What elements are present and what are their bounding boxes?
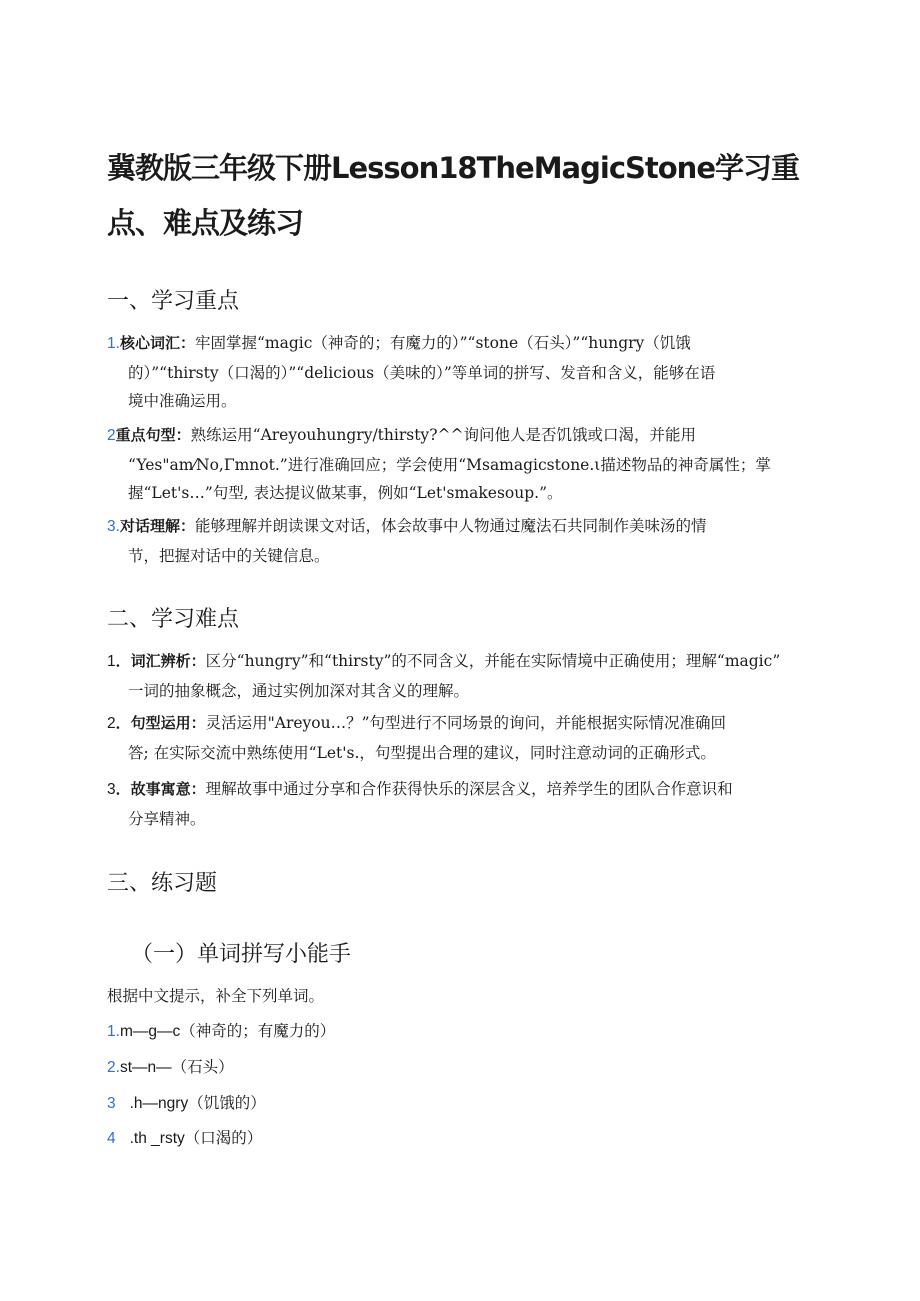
exercise-question-1 bbox=[107, 1019, 335, 1044]
item-text: 熟练运用“Areyouhungry/thirsty?^^询问他人是否饥饿或口渴，并能用 bbox=[190, 426, 696, 444]
item-number: 3 bbox=[107, 781, 116, 798]
item-number: 2 bbox=[107, 715, 116, 732]
item-text: 分享精神。 bbox=[128, 809, 206, 828]
exercise-question-2 bbox=[107, 1055, 234, 1080]
section-2-item-3 bbox=[107, 775, 807, 833]
section-1-item-3 bbox=[107, 512, 807, 570]
item-text: 答; 在实际交流中熟练使用“Let's.，句型提出合理的建议，同时注意动词的正确形式。 bbox=[128, 743, 716, 762]
question-blank-word: m—g—c bbox=[119, 1023, 181, 1040]
question-hint: （神奇的；有魔力的） bbox=[180, 1022, 336, 1040]
item-text: 灵活运用"Areyou…？”句型进行不同场景的询问，并能根据实际情况准确回 bbox=[205, 714, 727, 732]
question-hint: （石头） bbox=[171, 1058, 234, 1076]
question-number: 3 bbox=[107, 1095, 116, 1112]
exercise-question-3 bbox=[107, 1091, 266, 1116]
item-text: 节，把握对话中的关键信息。 bbox=[128, 546, 330, 565]
section-2-item-1 bbox=[107, 647, 807, 705]
item-text: 能够理解并朗读课文对话，体会故事中人物通过魔法石共同制作美味汤的情 bbox=[194, 517, 707, 535]
document-title-line-1: 冀教版三年级下册Lesson18TheMagicStone学习重 bbox=[107, 151, 799, 185]
item-label: 核心词汇： bbox=[119, 334, 195, 352]
section-3-heading: 三、练习题 bbox=[107, 871, 218, 896]
item-text: 的）”“thirsty（口渴的）”“delicious（美味的）”等单词的拼写、发音和含义，能够在语 bbox=[128, 363, 716, 382]
item-text: 理解故事中通过分享和合作获得快乐的深层含义，培养学生的团队合作意识和 bbox=[205, 780, 733, 798]
subsection-heading: （一）单词拼写小能手 bbox=[131, 942, 352, 967]
item-label: 重点句型： bbox=[115, 426, 191, 444]
section-1-item-1 bbox=[107, 329, 807, 416]
question-hint: （饥饿的） bbox=[188, 1094, 266, 1112]
item-text: 一词的抽象概念，通过实例加深对其含义的理解。 bbox=[128, 681, 470, 700]
item-text: 牢固掌握“magic（神奇的；有魔力的）”“stone（石头）”“hungry（饥饿 bbox=[194, 334, 691, 352]
exercise-instruction: 根据中文提示，补全下列单词。 bbox=[107, 987, 325, 1005]
item-number: 3. bbox=[107, 518, 120, 535]
document-title-line-2: 点、难点及练习 bbox=[107, 206, 304, 240]
item-number: 2 bbox=[107, 427, 116, 444]
section-1-item-2 bbox=[107, 421, 807, 508]
item-number: 1. bbox=[107, 335, 120, 352]
item-label: 对话理解： bbox=[119, 517, 195, 535]
section-1-heading: 一、学习重点 bbox=[107, 289, 240, 314]
question-blank-word: st—n— bbox=[119, 1059, 172, 1076]
question-hint: （口渴的） bbox=[184, 1129, 263, 1147]
exercise-question-4 bbox=[107, 1126, 262, 1151]
question-number: 4 bbox=[107, 1130, 116, 1147]
item-label: ．词汇辨析： bbox=[115, 652, 206, 670]
section-2-heading: 二、学习难点 bbox=[107, 607, 240, 632]
section-2-item-2 bbox=[107, 709, 807, 767]
question-number: 2. bbox=[107, 1059, 120, 1076]
item-text: 区分“hungry”和“thirsty”的不同含义，并能在实际情境中正确使用；理解“magic” bbox=[205, 652, 781, 670]
question-number: 1. bbox=[107, 1023, 120, 1040]
question-blank-word: .h—ngry bbox=[129, 1095, 189, 1112]
item-text: “Yes"am⁄No,Γmnot.”进行准确回应；学会使用“Msamagicstone.ι描述物品的神奇属性；掌 bbox=[128, 455, 771, 474]
item-text: 握“Let's…”句型, 表达提议做某事，例如“Let'smakesoup.”。 bbox=[128, 484, 563, 502]
item-label: ．故事寓意： bbox=[115, 780, 206, 798]
item-text: 境中准确运用。 bbox=[128, 392, 237, 410]
item-number: 1 bbox=[107, 653, 116, 670]
item-label: ．句型运用： bbox=[115, 714, 206, 732]
question-blank-word: .th _rsty bbox=[129, 1130, 185, 1147]
